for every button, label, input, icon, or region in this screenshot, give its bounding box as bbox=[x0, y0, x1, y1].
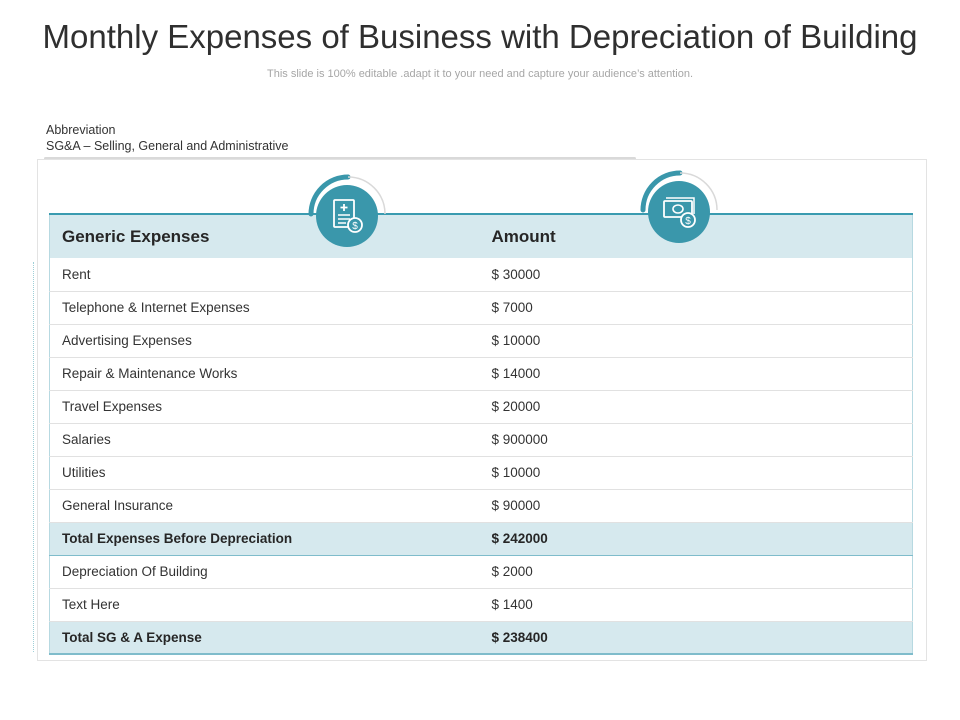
expense-amount: $ 1400 bbox=[480, 588, 913, 621]
expense-label: Advertising Expenses bbox=[50, 324, 480, 357]
expense-amount: $ 10000 bbox=[480, 324, 913, 357]
abbreviation-label: Abbreviation bbox=[46, 123, 116, 137]
expense-amount: $ 10000 bbox=[480, 456, 913, 489]
table-row bbox=[50, 357, 913, 390]
table-row bbox=[50, 423, 913, 456]
abbreviation-text: SG&A – Selling, General and Administrative bbox=[46, 139, 289, 153]
header-generic-expenses: Generic Expenses bbox=[50, 214, 480, 258]
subtotal-row bbox=[50, 522, 913, 555]
table-row bbox=[50, 390, 913, 423]
table-row bbox=[50, 258, 913, 291]
expense-label: Rent bbox=[50, 258, 480, 291]
abbreviation-note bbox=[46, 122, 289, 154]
medical-bill-dollar-icon bbox=[303, 172, 393, 262]
expense-amount: $ 20000 bbox=[480, 390, 913, 423]
expense-label: General Insurance bbox=[50, 489, 480, 522]
dotted-decoration bbox=[33, 262, 38, 652]
subtotal-amount: $ 242000 bbox=[480, 522, 913, 555]
expense-amount: $ 90000 bbox=[480, 489, 913, 522]
page-title: Monthly Expenses of Business with Depreciation of Building bbox=[42, 18, 918, 55]
expenses-table bbox=[49, 213, 913, 655]
expense-label: Text Here bbox=[50, 588, 480, 621]
grand-total-amount: $ 238400 bbox=[480, 621, 913, 654]
table-row bbox=[50, 588, 913, 621]
grand-total-label: Total SG & A Expense bbox=[50, 621, 480, 654]
expense-amount: $ 900000 bbox=[480, 423, 913, 456]
table-header-row bbox=[50, 214, 913, 258]
subtotal-label: Total Expenses Before Depreciation bbox=[50, 522, 480, 555]
expense-label: Telephone & Internet Expenses bbox=[50, 291, 480, 324]
svg-text:$: $ bbox=[685, 216, 691, 227]
table-row bbox=[50, 489, 913, 522]
expense-amount: $ 7000 bbox=[480, 291, 913, 324]
svg-text:$: $ bbox=[352, 221, 358, 232]
table-row bbox=[50, 324, 913, 357]
cash-dollar-icon bbox=[635, 168, 725, 258]
header-amount: Amount bbox=[480, 214, 913, 258]
expense-label: Utilities bbox=[50, 456, 480, 489]
expense-label: Repair & Maintenance Works bbox=[50, 357, 480, 390]
expense-amount: $ 30000 bbox=[480, 258, 913, 291]
table-row bbox=[50, 456, 913, 489]
expense-label: Salaries bbox=[50, 423, 480, 456]
expense-label: Depreciation Of Building bbox=[50, 555, 480, 588]
expense-amount: $ 2000 bbox=[480, 555, 913, 588]
grand-total-row bbox=[50, 621, 913, 654]
page-subtitle: This slide is 100% editable .adapt it to your need and capture your audience’s attention. bbox=[266, 68, 694, 80]
table-row bbox=[50, 291, 913, 324]
table-row bbox=[50, 555, 913, 588]
expense-amount: $ 14000 bbox=[480, 357, 913, 390]
expense-label: Travel Expenses bbox=[50, 390, 480, 423]
